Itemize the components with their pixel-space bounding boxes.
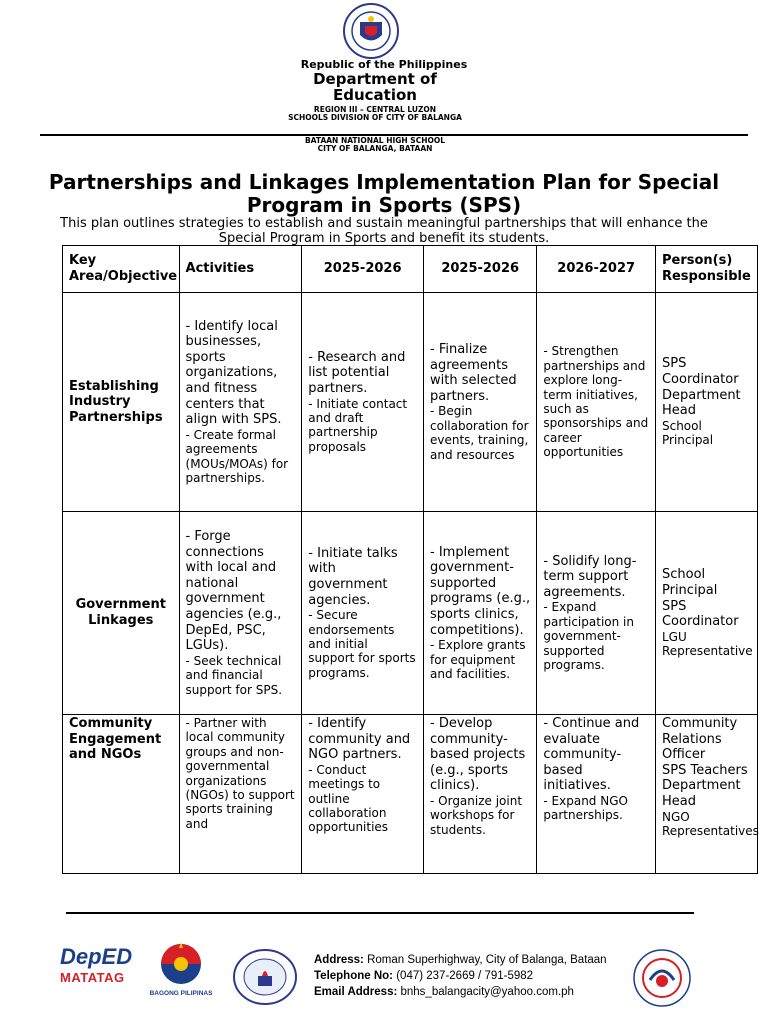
table-header-row [63, 246, 758, 293]
cell-line: - Explore grants for equipment and facilities. [430, 638, 526, 681]
cell-line: - Partner with local community groups and non-governmental organizations (NGOs) to support sports training and [185, 716, 295, 831]
cell-line: - Initiate contact and draft partnership proposals [308, 396, 408, 454]
cell-line: - Research and list potential partners. [308, 349, 406, 397]
year-3-cell [537, 293, 656, 512]
cell-line: - Forge connections with local and national government agencies (e.g., DepEd, PSC, LGUs). [185, 529, 282, 654]
key-area-cell: Government Linkages [63, 512, 180, 715]
email-line [314, 984, 607, 1000]
col-header-key-area: Key Area/Objective [63, 246, 180, 293]
col-header-year-1: 2025-2026 [302, 246, 424, 293]
table-row [63, 715, 758, 874]
bagong-pilipinas-label: BAGONG PILIPINAS [149, 990, 213, 997]
email-value: bnhs_balangacity@yahoo.com.ph [400, 986, 574, 998]
year-1-cell [302, 715, 424, 874]
cell-line: - Identify community and NGO partners. [308, 716, 411, 763]
cell-line: - Organize joint workshops for students. [430, 793, 523, 837]
year-2-cell [424, 715, 537, 874]
phone-value: (047) 237-2669 / 791-5982 [396, 970, 534, 982]
bagong-pilipinas-logo [146, 940, 216, 1002]
col-header-year-3: 2026-2027 [537, 246, 656, 293]
department-name: Department of Education [313, 70, 437, 104]
col-header-persons: Person(s) Responsible [655, 246, 757, 293]
school-block [260, 137, 490, 153]
deped-seal-logo [338, 2, 404, 60]
cell-line: - Create formal agreements (MOUs/MOAs) for partnerships. [185, 427, 289, 485]
deped-matatag-logo [60, 944, 134, 1000]
cell-line: - Strengthen partnerships and explore long-term initiatives, such as sponsorships and career opportunities [543, 344, 649, 460]
activities-cell [179, 512, 302, 715]
person: Department Head [661, 778, 741, 809]
cell-line: - Continue and evaluate community-based initiatives. [543, 716, 640, 794]
deped-wordmark: DepED [60, 944, 133, 969]
school-name: BATAAN NATIONAL HIGH SCHOOL [304, 136, 446, 145]
key-area-cell: Establishing Industry Partnerships [63, 293, 180, 512]
cell-line: - Seek technical and financial support for SPS. [185, 653, 283, 697]
address-line [314, 952, 607, 968]
matatag-wordmark: MATATAG [60, 970, 125, 985]
person: SPS Coordinator [661, 356, 739, 388]
cell-line: - Conduct meetings to outline collaboration opportunities [308, 762, 389, 835]
person: LGU Representative [661, 629, 753, 659]
col-header-activities: Activities [179, 246, 302, 293]
school-city: CITY OF BALANGA, BATAAN [317, 143, 433, 153]
cell-line: - Expand NGO partnerships. [543, 793, 628, 823]
person: Department Head [661, 387, 741, 419]
intro-text: This plan outlines strategies to establish and sustain meaningful partnerships that will enhance the Special Program in Sports and benefit its students. [60, 216, 708, 246]
person: School Principal [661, 418, 714, 448]
cell-line: - Develop community-based projects (e.g., sports clinics). [430, 716, 526, 794]
activities-cell [179, 293, 302, 512]
republic-line: Republic of the Philippines [300, 58, 468, 71]
footer-divider [66, 912, 694, 914]
contact-block [314, 952, 607, 1000]
year-1-cell [302, 293, 424, 512]
year-1-cell [302, 512, 424, 715]
cell-line: - Implement government-supported programs (e.g., sports clinics, competitions). [430, 544, 531, 638]
person: SPS Coordinator [661, 598, 739, 630]
persons-cell [655, 293, 757, 512]
cell-line: - Solidify long-term support agreements. [543, 553, 637, 600]
email-label: Email Address: [314, 986, 398, 998]
address-value: Roman Superhighway, City of Balanga, Bataan [367, 954, 607, 966]
col-header-year-2: 2025-2026 [424, 246, 537, 293]
quality-award-seal [628, 948, 696, 1008]
implementation-plan-table [62, 245, 758, 874]
person: SPS Teachers [661, 762, 748, 778]
person: Community Relations Officer [661, 716, 738, 763]
year-3-cell [537, 715, 656, 874]
person: School Principal [661, 567, 718, 599]
cell-line: - Begin collaboration for events, training, and resources [430, 404, 529, 462]
school-seal-logo [232, 948, 298, 1006]
bagong-pilipinas-emblem [153, 940, 209, 986]
cell-line: - Finalize agreements with selected partners. [430, 342, 517, 404]
division-line: SCHOOLS DIVISION OF CITY OF BALANGA [288, 112, 462, 122]
region-division [260, 106, 490, 122]
table-row [63, 512, 758, 715]
key-area-cell: Community Engagement and NGOs [63, 715, 180, 874]
person: NGO Representatives [661, 809, 759, 838]
phone-label: Telephone No: [314, 970, 394, 982]
cell-line: - Expand participation in government-supported programs. [543, 600, 634, 672]
persons-cell [655, 715, 757, 874]
phone-line [314, 968, 607, 984]
year-2-cell [424, 512, 537, 715]
cell-line: - Identify local businesses, sports organizations, and fitness centers that align with SPS. [185, 318, 282, 428]
persons-cell [655, 512, 757, 715]
cell-line: - Secure endorsements and initial support for sports programs. [308, 608, 416, 680]
table-row [63, 293, 758, 512]
cell-line: - Initiate talks with government agencies. [308, 545, 398, 608]
address-label: Address: [314, 954, 364, 966]
document-title: Partnerships and Linkages Implementation Plan for Special Program in Sports (SPS) [48, 170, 720, 218]
year-3-cell [537, 512, 656, 715]
year-2-cell [424, 293, 537, 512]
activities-cell [179, 715, 302, 874]
region-line: REGION III – CENTRAL LUZON [313, 105, 437, 114]
